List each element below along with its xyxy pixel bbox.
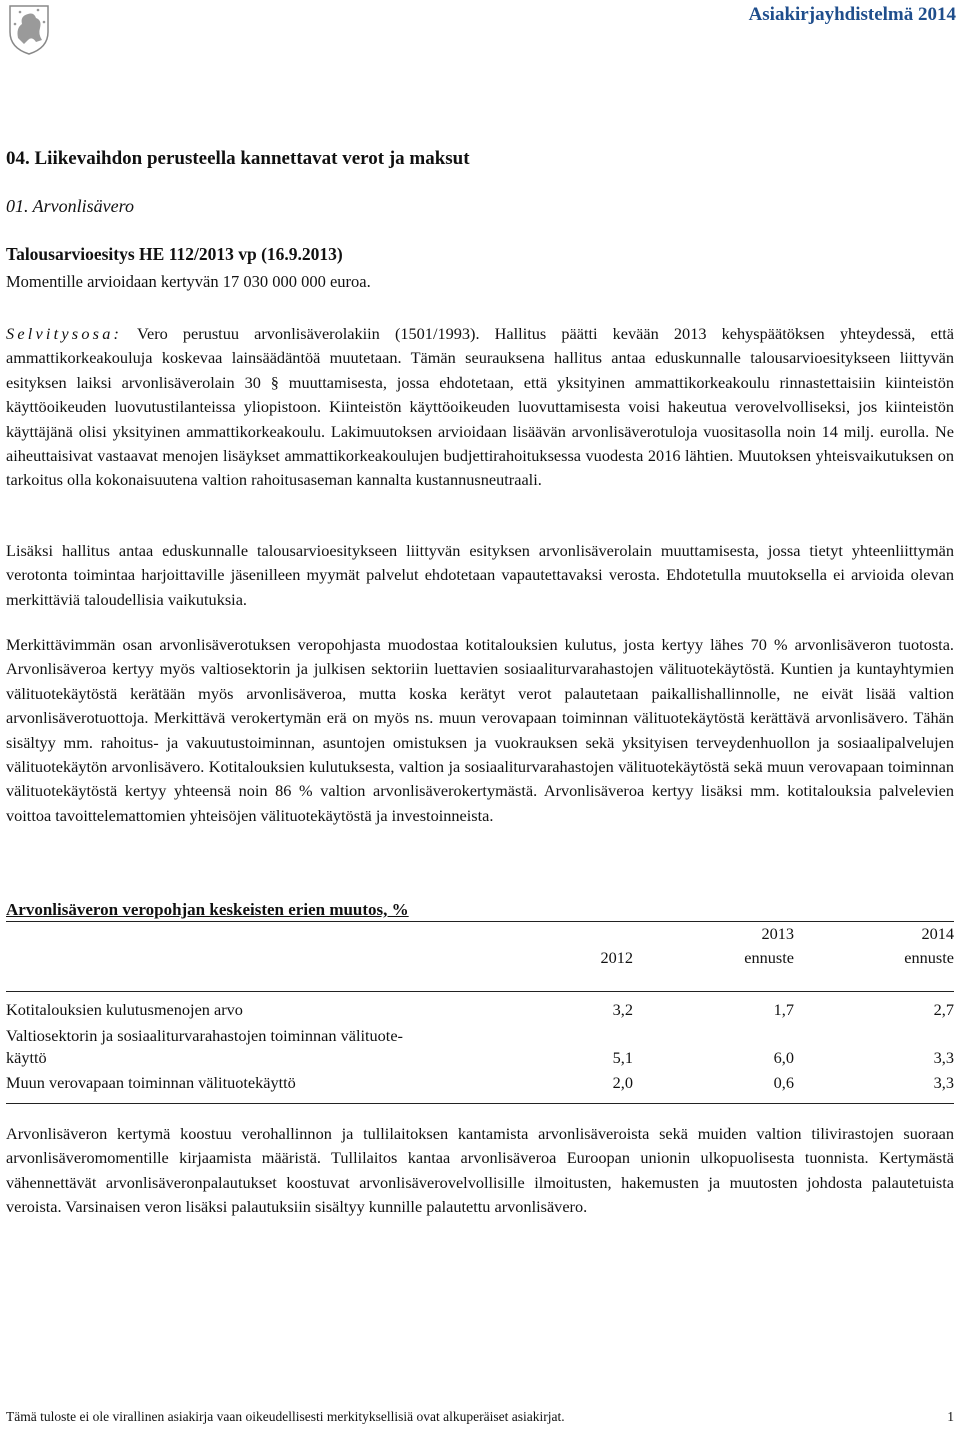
row-value-2012: 3,2 — [612, 1000, 633, 1019]
footer-disclaimer: Tämä tuloste ei ole virallinen asiakirja vaan oikeudellisesti merkityksellisiä ovat alkuperäiset asiakirjat. — [6, 1409, 565, 1424]
table-header-rule — [6, 991, 954, 992]
budget-proposal-title: Talousarvioesitys HE 112/2013 vp (16.9.2013) — [6, 244, 343, 264]
moment-estimate: Momentille arvioidaan kertyvän 17 030 000 000 euroa. — [6, 272, 371, 291]
explanation-label: Selvitysosa: — [6, 324, 123, 343]
row-label-line-1: Valtiosektorin ja sosiaaliturvarahastojen toiminnan välituote- — [6, 1026, 403, 1045]
row-value-2012: 2,0 — [612, 1073, 633, 1092]
col-header-2014-sub: ennuste — [904, 948, 954, 967]
document-title: Asiakirjayhdistelmä 2014 — [748, 4, 956, 25]
section-title: 04. Liikevaihdon perusteella kannettavat verot ja maksut — [6, 148, 470, 169]
col-header-2013-year: 2013 — [761, 924, 794, 943]
row-value-2013: 0,6 — [773, 1073, 794, 1092]
table-bottom-rule — [6, 1103, 954, 1104]
explanation-paragraph-1 — [6, 322, 954, 493]
table-top-rule — [6, 921, 954, 922]
row-label: Kotitalouksien kulutusmenojen arvo — [6, 1000, 243, 1019]
explanation-text: Vero perustuu arvonlisäverolakiin (1501/1993). Hallitus päätti kevään 2013 kehyspäätöksen yhteydessä, että ammattikorkeakouluja koskevaa lainsäädäntöä muutetaan. Tämän seurauksena hallitus antaa eduskunnalle talousarvioesitykseen liittyvän esityksen laiksi arvonlisäverolain 30 § muuttamisesta, jossa ehdotetaan, että yksityinen ammattikorkeakoulu rinnastettaisiin kiinteistön käyttöoikeuden luovutustilanteissa yliopistoon. Kiinteistön käyttöoikeuden luovuttamisesta voisi hakeutua verovelvolliseksi, jos kiinteistön käyttäjänä olisi yksityinen ammattikorkeakoulu. Lakimuutoksen arvioidaan lisäävän arvonlisäverotuloja vuositasolla noin 14 milj. eurolla. Ne aiheuttaisivat vastaavat menojen lisäykset ammattikorkeakoulujen budjettirahoituksessa vuodesta 2016 lähtien. Muutoksen yhteisvaikutuksen on tarkoitus olla kokonaisuutena valtion rahoitusaseman kannalta kustannusneutraali. — [6, 324, 954, 490]
row-value-2013: 1,7 — [773, 1000, 794, 1019]
row-value-2014: 3,3 — [933, 1048, 954, 1067]
row-label-line-2: käyttö — [6, 1048, 47, 1067]
row-value-2014: 3,3 — [933, 1073, 954, 1092]
explanation-paragraph-2: Lisäksi hallitus antaa eduskunnalle talousarvioesitykseen liittyvän esityksen arvonlisäverolain muuttamisesta, jossa tietyt yhteenliittymän verotonta toimintaa harjoittaville jäsenilleen myymät palvelut ehdotetaan vapautettavaksi verosta. Ehdotetulla muutoksella ei arvioida olevan merkittäviä taloudellisia vaikutuksia. — [6, 541, 954, 609]
table-title: Arvonlisäveron veropohjan keskeisten erien muutos, % — [6, 900, 409, 919]
explanation-paragraph-3: Merkittävimmän osan arvonlisäverotuksen veropohjasta muodostaa kotitalouksien kulutus, josta kertyy lähes 70 % arvonlisäveron tuotosta. Arvonlisäveroa kertyy myös valtiosektorin ja julkisen sektoriin luettavien sosiaaliturvarahastojen välituotekäytöstä. Kuntien ja kuntayhtymien välituotekäytöstä kerätään myös arvonlisäveroa, mutta koska kerätyt verot palautetaan paikallishallinnolle, ne eivät lisää valtion arvonlisäverotuottoja. Merkittävä verokertymän erä on myös ns. muun verovapaan toiminnan välituotekäytöstä kerättävä arvonlisävero. Tähän sisältyy mm. rahoitus- ja vakuutustoiminnan, asuntojen omistuksen ja vuokrauksen sekä yksityisen terveydenhuollon ja sosiaalipalvelujen välituotekäytön arvonlisävero. Kotitalouksien kulutuksesta, valtion ja sosiaaliturvarahastojen välituotekäytöstä sekä muun verovapaan toiminnan välituotekäytöstä kertyy yhteensä noin 86 % valtion arvonlisäverokertymästä. Arvonlisäveroa kertyy lisäksi mm. kotitalouksia palvelevien voittoa tavoittelemattomien yhteisöjen välituotekäytöstä ja investoinneista. — [6, 635, 954, 825]
col-header-2012: 2012 — [600, 948, 633, 967]
col-header-2014-year: 2014 — [921, 924, 954, 943]
col-header-2013-sub: ennuste — [744, 948, 794, 967]
row-value-2012: 5,1 — [612, 1048, 633, 1067]
subsection-title: 01. Arvonlisävero — [6, 196, 134, 216]
page-number: 1 — [947, 1409, 954, 1424]
finnish-lion-crest-icon — [6, 2, 52, 56]
row-value-2013: 6,0 — [773, 1048, 794, 1067]
closing-paragraph: Arvonlisäveron kertymä koostuu verohallinnon ja tullilaitoksen kantamista arvonlisäveroista sekä muiden valtion tilivirastojen suoraan arvonlisäveromomentille kirjaamista määristä. Tullilaitos kantaa arvonlisäveroa Euroopan unionin ulkopuolisesta tuonnista. Kertymästä vähennettävät arvonlisäveronpalautukset koostuvat arvonlisäverovelvollisille ilmoitusten, hakemusten ja muutosten johdosta palautetuista veroista. Varsinaisen veron lisäksi palautuksiin sisältyy kunnille palautettu arvonlisävero. — [6, 1124, 954, 1217]
row-label: Muun verovapaan toiminnan välituotekäyttö — [6, 1073, 296, 1092]
row-value-2014: 2,7 — [933, 1000, 954, 1019]
